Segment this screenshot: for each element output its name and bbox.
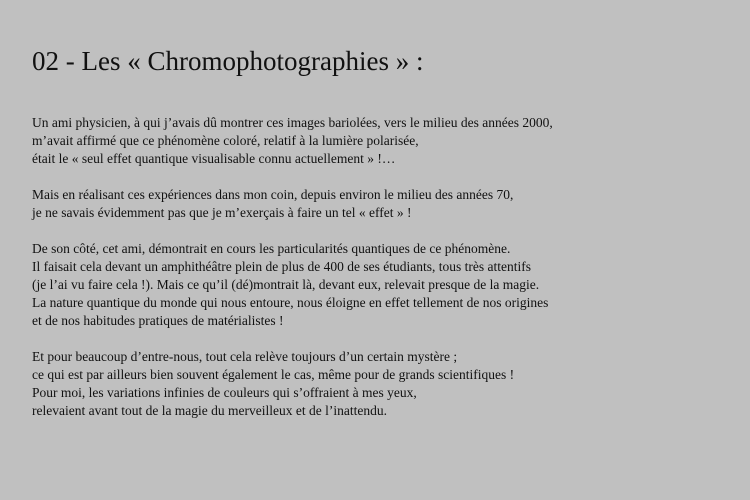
text-line: et de nos habitudes pratiques de matérialistes ! [32,313,284,328]
text-line: Et pour beaucoup d’entre-nous, tout cela relève toujours d’un certain mystère ; [32,349,458,364]
text-line: Pour moi, les variations infinies de couleurs qui s’offraient à mes yeux, [32,385,417,400]
text-line: m’avait affirmé que ce phénomène coloré, relatif à la lumière polarisée, [32,133,419,148]
text-line: ce qui est par ailleurs bien souvent également le cas, même pour de grands scientifiques ! [32,367,515,382]
article-body [32,114,732,438]
paragraph-2 [32,186,732,222]
text-line: Mais en réalisant ces expériences dans mon coin, depuis environ le milieu des années 70, [32,187,514,202]
text-line: je ne savais évidemment pas que je m’exerçais à faire un tel « effet » ! [32,205,412,220]
page-title: 02 - Les « Chromophotographies » : [32,46,424,76]
text-line: Il faisait cela devant un amphithéâtre plein de plus de 400 de ses étudiants, tous très attentifs [32,259,531,274]
text-line: Un ami physicien, à qui j’avais dû montrer ces images bariolées, vers le milieu des années 2000, [32,115,553,130]
text-line: De son côté, cet ami, démontrait en cours les particularités quantiques de ce phénomène. [32,241,511,256]
text-line: La nature quantique du monde qui nous entoure, nous éloigne en effet tellement de nos origines [32,295,549,310]
paragraph-1 [32,114,732,168]
paragraph-4 [32,348,732,420]
text-line: (je l’ai vu faire cela !). Mais ce qu’il (dé)montrait là, devant eux, relevait presque de la magie. [32,277,540,292]
text-line: était le « seul effet quantique visualisable connu actuellement » !… [32,151,396,166]
paragraph-3 [32,240,732,330]
text-line: relevaient avant tout de la magie du merveilleux et de l’inattendu. [32,403,387,418]
